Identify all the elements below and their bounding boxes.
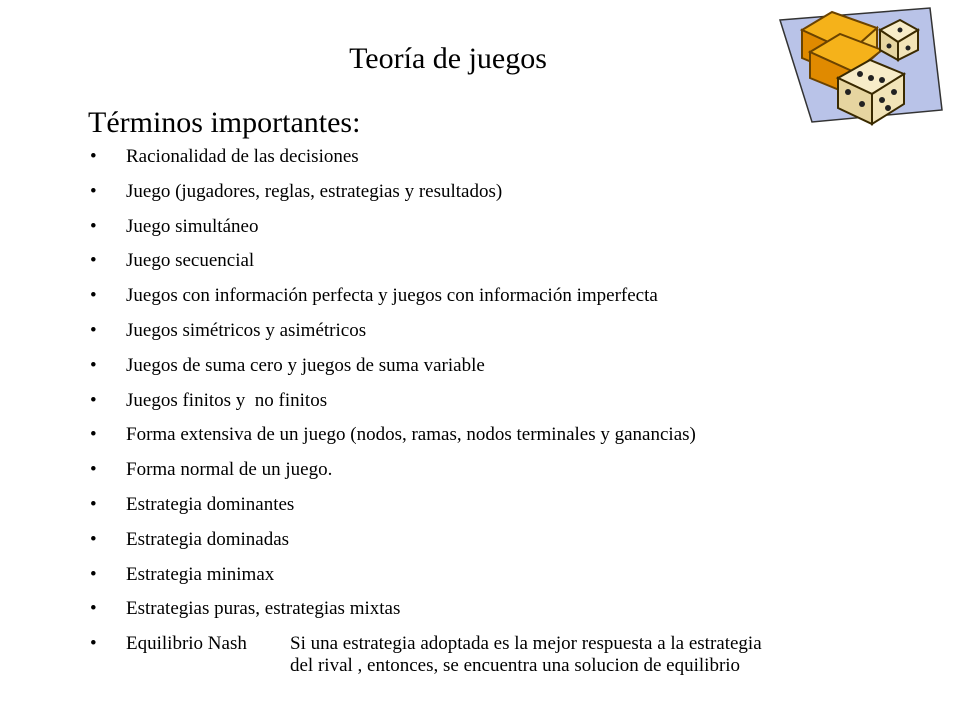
- list-item-text: Juegos finitos y no finitos: [126, 389, 328, 411]
- bullet-icon: •: [90, 319, 97, 341]
- list-item: [90, 424, 930, 459]
- gold-bars-and-dice-icon: [772, 0, 956, 126]
- bullet-icon: •: [90, 598, 97, 620]
- page-title: Teoría de juegos: [349, 42, 547, 75]
- list-item: [90, 285, 930, 320]
- list-item-text: Juego secuencial: [126, 250, 255, 272]
- section-subtitle: Términos importantes:: [88, 106, 361, 139]
- nash-term: Equilibrio Nash: [126, 633, 247, 655]
- nash-entry: [126, 633, 762, 677]
- bullet-icon: •: [90, 493, 97, 515]
- bullet-icon: •: [90, 146, 97, 167]
- list-item: [90, 529, 930, 564]
- bullet-icon: •: [90, 250, 97, 272]
- list-item: [90, 320, 930, 355]
- list-item-text: Estrategia dominantes: [126, 493, 295, 515]
- list-item-text: Estrategia dominadas: [126, 528, 290, 550]
- list-item-text: Juegos simétricos y asimétricos: [126, 319, 367, 341]
- list-item-text: Juego simultáneo: [126, 215, 259, 237]
- bullet-icon: •: [90, 424, 97, 446]
- bullet-icon: •: [90, 389, 97, 411]
- list-item: [90, 355, 930, 390]
- bullet-icon: •: [90, 285, 97, 307]
- list-item-nash: [90, 633, 930, 677]
- list-item-text: Juego (jugadores, reglas, estrategias y resultados): [126, 180, 503, 202]
- list-item-text: Racionalidad de las decisiones: [126, 146, 359, 167]
- bullet-icon: •: [90, 563, 97, 585]
- list-item-text: Juegos de suma cero y juegos de suma variable: [126, 354, 485, 376]
- list-item-text: Forma normal de un juego.: [126, 459, 333, 481]
- nash-definition-line-2: del rival , entonces, se encuentra una solucion de equilibrio: [290, 655, 741, 677]
- bullet-icon: •: [90, 633, 97, 655]
- bullet-icon: •: [90, 215, 97, 237]
- bullet-icon: •: [90, 180, 97, 202]
- nash-definition-line-1: Si una estrategia adoptada es la mejor respuesta a la estrategia: [290, 633, 762, 655]
- list-item-text: Estrategia minimax: [126, 563, 275, 585]
- list-item: [90, 250, 930, 285]
- list-item: [90, 146, 930, 181]
- list-item-text: Estrategias puras, estrategias mixtas: [126, 598, 401, 620]
- list-item: [90, 459, 930, 494]
- bullet-icon: •: [90, 354, 97, 376]
- list-item: [90, 598, 930, 633]
- list-item: [90, 390, 930, 425]
- list-item: [90, 216, 930, 251]
- terms-list: [90, 146, 930, 677]
- list-item: [90, 494, 930, 529]
- list-item-text: Juegos con información perfecta y juegos con información imperfecta: [126, 285, 658, 307]
- nash-definition: [290, 633, 762, 677]
- list-item: [90, 181, 930, 216]
- list-item: [90, 564, 930, 599]
- bullet-icon: •: [90, 459, 97, 481]
- list-item-text: Forma extensiva de un juego (nodos, ramas, nodos terminales y ganancias): [126, 424, 696, 446]
- bullet-icon: •: [90, 528, 97, 550]
